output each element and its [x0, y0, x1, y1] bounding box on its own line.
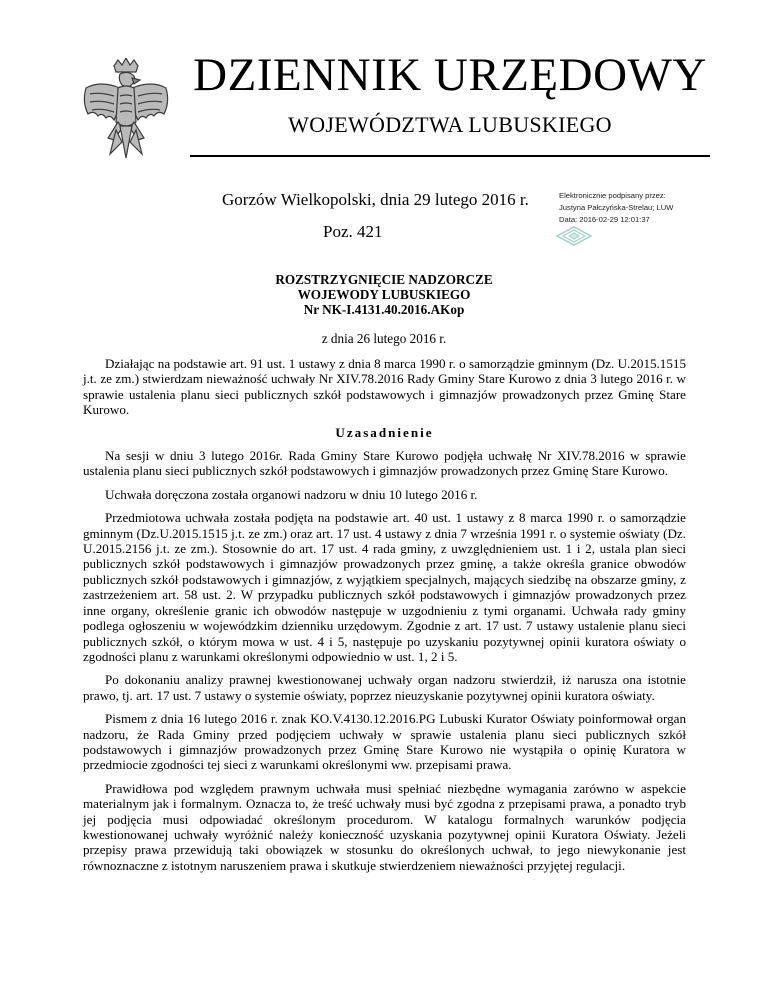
- signature-line: Elektronicznie podpisany przez:: [559, 191, 666, 200]
- intro-paragraph: Działając na podstawie art. 91 ust. 1 ustawy z dnia 8 marca 1990 r. o samorządzie gminnym (Dz. U.2015.1515 j.t. ze zm.) stwierdzam nieważność uchwały Nr XIV.78.2016 Rady Gminy Stare Kurowo z dnia 3 lutego 2016 r. w sprawie ustalenia planu sieci publicznych szkół podstawowych i gimnazjów prowadzonych przez Gminę Stare Kurowo.: [83, 356, 686, 418]
- signature-line: Data: 2016-02-29 12:01:37: [559, 215, 650, 224]
- body-paragraph: Po dokonaniu analizy prawnej kwestionowanej uchwały organ nadzoru stwierdził, iż narusza ona istotnie prawo, tj. art. 17 ust. 7 ustawy o systemie oświaty, poprzez nieuzyskanie pozytywnej opinii kuratora oświaty.: [83, 672, 686, 703]
- body-paragraph: Przedmiotowa uchwała została podjęta na podstawie art. 40 ust. 1 ustawy z 8 marca 1990 r. o samorządzie gminnym (Dz.U.2015.1515 j.t. ze zm.) oraz art. 17 ust. 4 ustawy z dnia 7 września 1991 r. o systemie oświaty (Dz. U.2015.2156 j.t. ze zm.). Stosownie do art. 17 ust. 4 rada gminy, z uwzględnieniem ust. 1 i 2, ustala plan sieci publicznych szkół podstawowych i gimnazjów prowadzonych przez gminę, a także określa granice obwodów publicznych szkół podstawowych i gimnazjów, z wyjątkiem specjalnych, mających siedzibę na obszarze gminy, z zastrzeżeniem art. 58 ust. 2. W przypadku publicznych szkół podstawowych i gimnazjów prowadzonych przez inne organy, określenie granic ich obwodów następuje w uzgodnieniu z tymi organami. Uchwała rady gminy podlega ogłoszeniu w wojewódzkim dzienniku urzędowym. Zgodnie z art. 17 ust. 7 ustawy ustalenie planu sieci publicznych szkół, o którym mowa w ust. 4 i 5, następuje po uzyskaniu pozytywnej opinii kuratora oświaty o zgodności planu z warunkami określonymi odpowiednio w ust. 1, 2 i 5.: [83, 510, 686, 664]
- body-paragraph: Na sesji w dniu 3 lutego 2016r. Rada Gminy Stare Kurowo podjęła uchwałę Nr XIV.78.2016 w sprawie ustalenia planu sieci publicznych szkół podstawowych i gimnazjów prowadzonych przez Gminę Stare Kurowo.: [83, 448, 686, 479]
- body-paragraph: Pismem z dnia 16 lutego 2016 r. znak KO.V.4130.12.2016.PG Lubuski Kurator Oświaty poinformował organ nadzoru, że Rada Gminy przed podjęciem uchwały w sprawie ustalenia planu sieci publicznych szkół podstawowych i gimnazjów prowadzonych przez Gminę Stare Kurowo nie wystąpiła o opinię Kuratora w przedmiocie zgodności tej sieci z warunkami określonymi ww. przepisami prawa.: [83, 711, 686, 773]
- document-date: z dnia 26 lutego 2016 r.: [321, 331, 447, 346]
- e-signature-mark-icon: [555, 225, 593, 247]
- journal-subtitle: WOJEWÓDZTWA LUBUSKIEGO: [288, 112, 612, 137]
- position-number: Poz. 421: [323, 222, 383, 241]
- document-body: [83, 356, 686, 881]
- journal-title: DZIENNIK URZĘDOWY: [193, 49, 707, 101]
- document-heading: [0, 272, 768, 317]
- body-paragraph: Prawidłowa pod względem prawnym uchwała musi spełniać niezbędne wymagania zarówno w aspekcie materialnym jak i formalnym. Oznacza to, że treść uchwały musi być zgodna z przepisami prawa, a ponadto tryb jej podjęcia musi odpowiadać określonym procedurom. W katalogu formalnych warunków podjęcia kwestionowanej uchwały wyróżnić należy konieczność uzyskania pozytywnej opinii Kuratora Oświaty. Jeżeli przepisy prawa przewidują taki obowiązek w stosunku do określonych uchwał, to jego niewykonanie jest równoznaczne z istotnym naruszeniem prawa i skutkuje stwierdzeniem nieważności przyjętej regulacji.: [83, 780, 686, 873]
- signature-line: Justyna Pałczyńska-Strelau; LUW: [559, 203, 674, 212]
- header-divider: [190, 155, 710, 157]
- white-eagle-emblem-icon: [80, 58, 172, 170]
- electronic-signature-block: [559, 190, 719, 226]
- heading-line: ROZSTRZYGNIĘCIE NADZORCZE: [275, 272, 493, 287]
- body-paragraph: Uchwała doręczona została organowi nadzoru w dniu 10 lutego 2016 r.: [105, 486, 478, 502]
- section-title: Uzasadnienie: [335, 424, 434, 440]
- heading-line: WOJEWODY LUBUSKIEGO: [297, 287, 471, 302]
- heading-line: Nr NK-I.4131.40.2016.AKop: [303, 302, 465, 317]
- place-and-date: Gorzów Wielkopolski, dnia 29 lutego 2016 r.: [222, 190, 529, 209]
